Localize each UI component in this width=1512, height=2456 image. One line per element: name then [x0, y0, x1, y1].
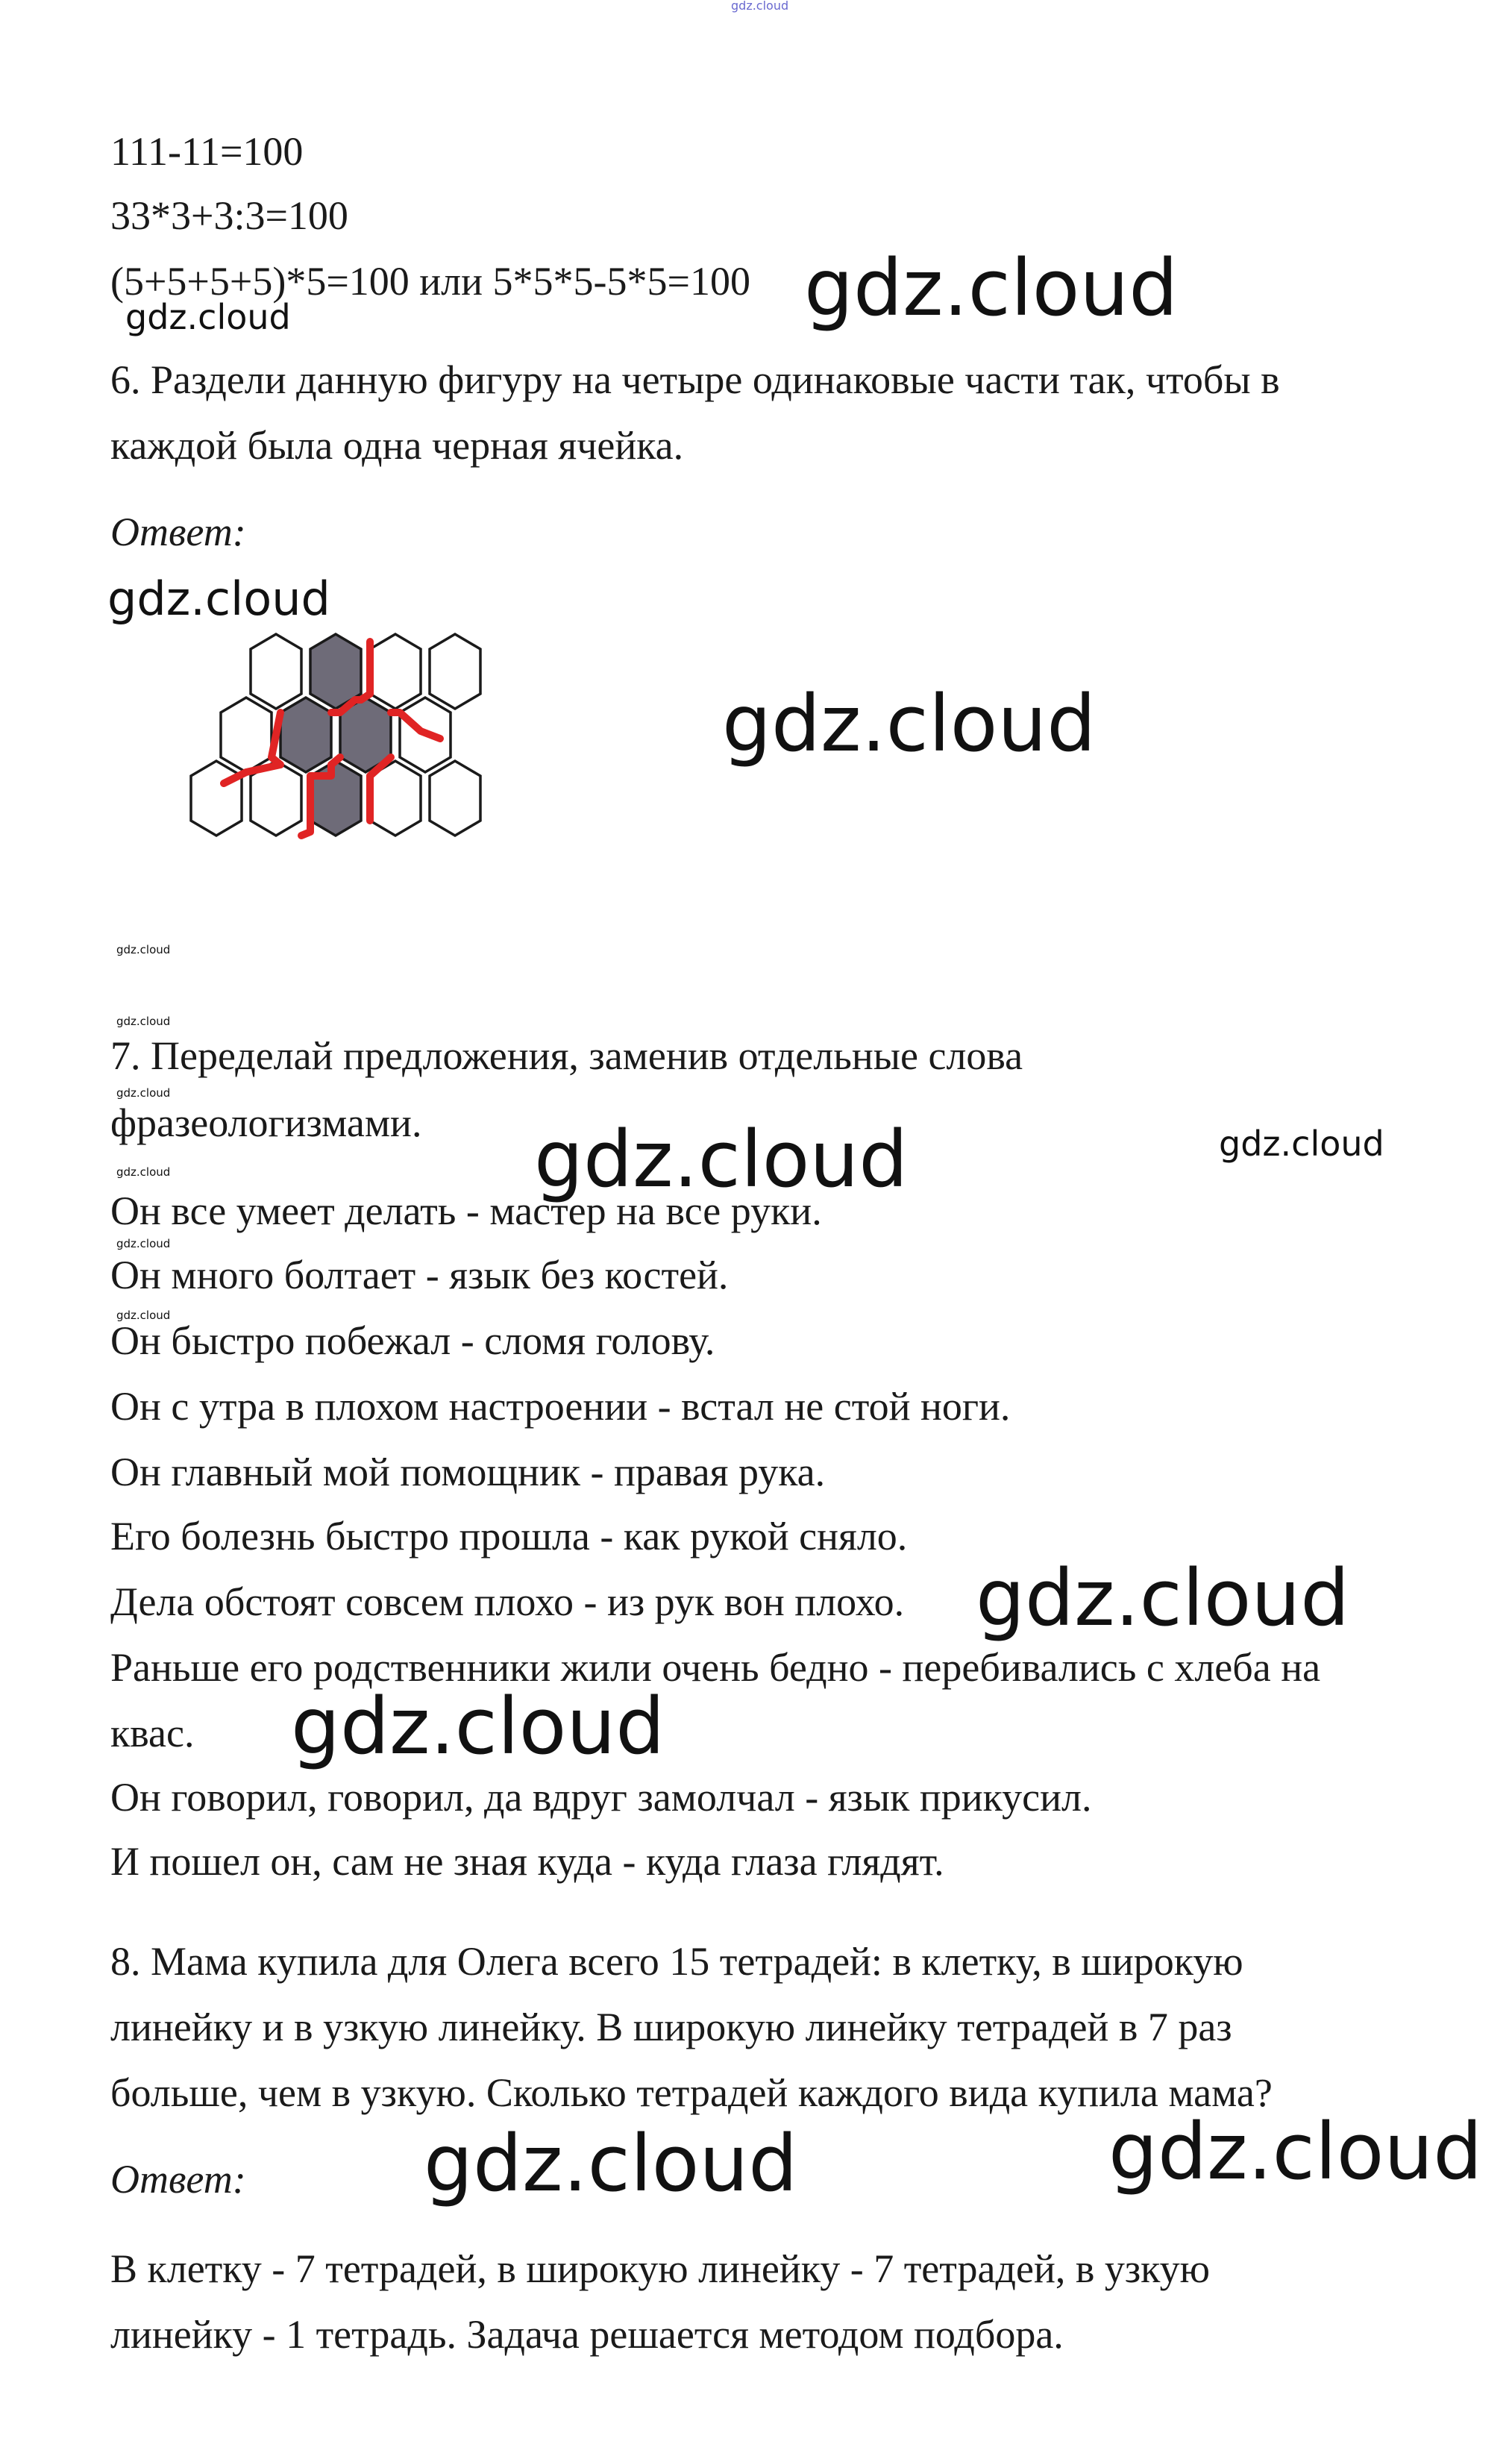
- task-6-line-2: каждой была одна черная ячейка.: [110, 423, 684, 468]
- phrase-line: Раньше его родственники жили очень бедно - перебивались с хлеба на: [110, 1645, 1321, 1690]
- watermark: gdz.cloud: [116, 1086, 171, 1100]
- answer-label-6: Ответ:: [110, 510, 246, 554]
- watermark: gdz.cloud: [125, 297, 291, 337]
- watermark: gdz.cloud: [116, 1165, 171, 1179]
- phrase-line: Он говорил, говорил, да вдруг замолчал - язык прикусил.: [110, 1775, 1092, 1820]
- watermark: gdz.cloud: [116, 943, 171, 956]
- hex-cell: [221, 698, 272, 772]
- watermark: gdz.cloud: [116, 1015, 171, 1028]
- phrase-line: Его болезнь быстро прошла - как рукой сняло.: [110, 1514, 908, 1559]
- watermark: gdz.cloud: [116, 1309, 171, 1322]
- hex-cell: [370, 634, 421, 709]
- equation-1: 111-11=100: [110, 129, 304, 174]
- watermark: gdz.cloud: [534, 1114, 909, 1205]
- watermark: gdz.cloud: [291, 1681, 665, 1772]
- equation-3: (5+5+5+5)*5=100 или 5*5*5-5*5=100: [110, 259, 750, 304]
- hex-cell: [430, 634, 480, 709]
- task-8-line-2: линейку и в узкую линейку. В широкую линейку тетрадей в 7 раз: [110, 2005, 1232, 2049]
- task-8-line-3: больше, чем в узкую. Сколько тетрадей каждого вида купила мама?: [110, 2070, 1273, 2115]
- cut-line: [361, 642, 370, 700]
- hex-cell-black: [280, 698, 331, 772]
- watermark: gdz.cloud: [1108, 2106, 1483, 2197]
- watermark: gdz.cloud: [116, 1237, 171, 1250]
- watermark: gdz.cloud: [804, 242, 1179, 333]
- cut-line: [301, 776, 310, 836]
- watermark: gdz.cloud: [722, 678, 1097, 769]
- hex-cell: [251, 634, 301, 709]
- task-7-line-1: 7. Переделай предложения, заменив отдельные слова: [110, 1033, 1023, 1078]
- hex-cell: [191, 761, 242, 836]
- phrase-line: квас.: [110, 1711, 195, 1755]
- task-7-line-2: фразеологизмами.: [110, 1100, 422, 1145]
- phrase-line: Он главный мой помощник - правая рука.: [110, 1450, 826, 1494]
- hex-cell: [430, 761, 480, 836]
- watermark-top: gdz.cloud: [731, 0, 789, 13]
- task-6-line-1: 6. Раздели данную фигуру на четыре одинаковые части так, чтобы в: [110, 357, 1280, 402]
- phrase-line: Он все умеет делать - мастер на все руки.: [110, 1188, 822, 1233]
- watermark: gdz.cloud: [107, 571, 330, 626]
- equation-2: 33*3+3:3=100: [110, 193, 348, 238]
- phrase-line: Дела обстоят совсем плохо - из рук вон плохо.: [110, 1579, 905, 1624]
- phrase-line: И пошел он, сам не зная куда - куда глаза глядят.: [110, 1839, 944, 1884]
- answer-line-2: линейку - 1 тетрадь. Задача решается методом подбора.: [110, 2312, 1064, 2357]
- phrase-line: Он с утра в плохом настроении - встал не стой ноги.: [110, 1384, 1011, 1429]
- phrase-line: Он быстро побежал - сломя голову.: [110, 1318, 715, 1363]
- task-8-line-1: 8. Мама купила для Олега всего 15 тетрадей: в клетку, в широкую: [110, 1939, 1243, 1984]
- answer-line-1: В клетку - 7 тетрадей, в широкую линейку - 7 тетрадей, в узкую: [110, 2246, 1210, 2291]
- watermark: gdz.cloud: [976, 1553, 1350, 1644]
- phrase-line: Он много болтает - язык без костей.: [110, 1253, 729, 1297]
- watermark: gdz.cloud: [424, 2118, 798, 2209]
- answer-label-8: Ответ:: [110, 2157, 246, 2202]
- hexagon-figure: [134, 612, 731, 947]
- watermark: gdz.cloud: [1219, 1124, 1384, 1164]
